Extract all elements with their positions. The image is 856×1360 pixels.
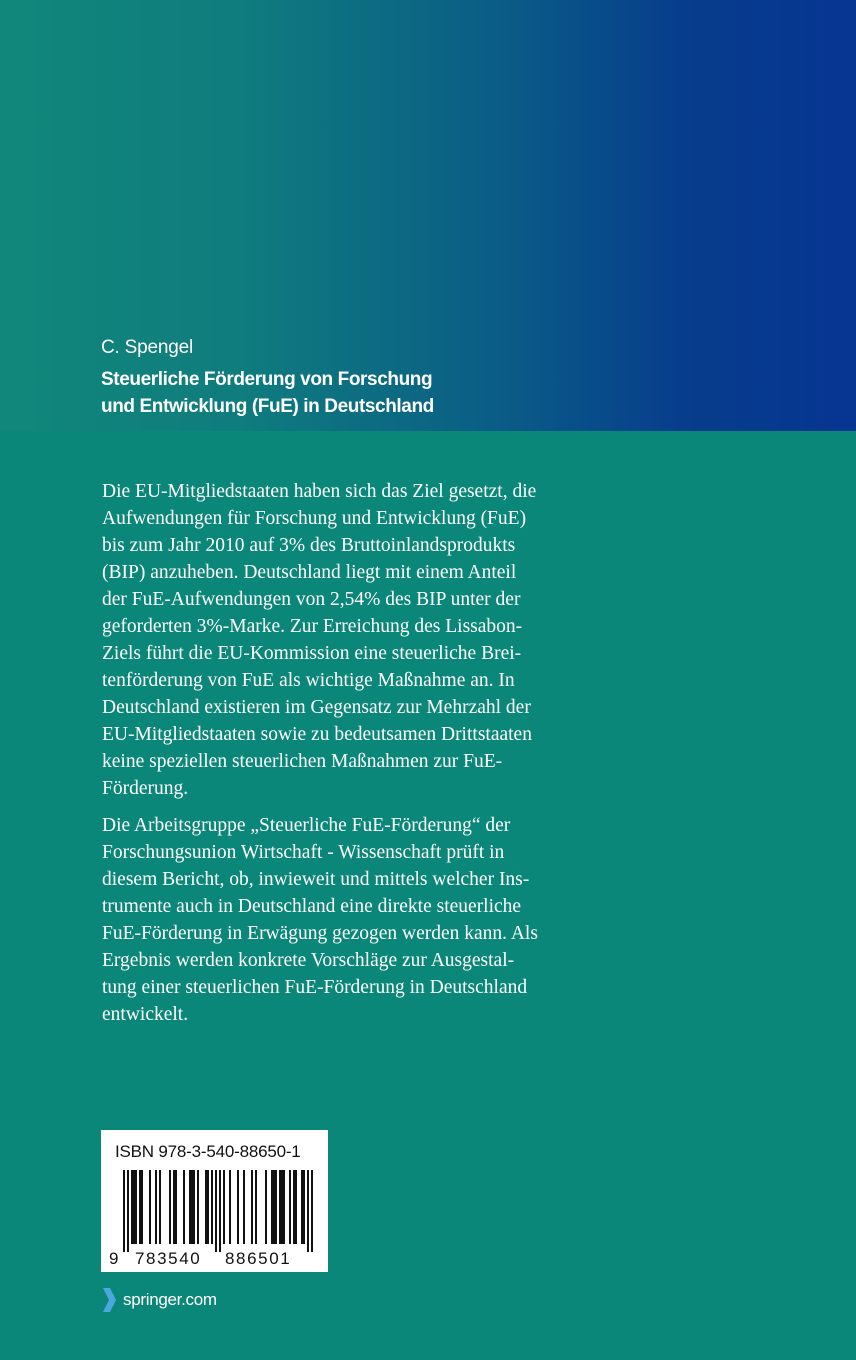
blurb-line: Die Arbeitsgruppe „Steuerliche FuE-Förderung“ der — [102, 815, 511, 836]
barcode-bar — [307, 1170, 309, 1252]
barcode-bar — [265, 1170, 267, 1244]
barcode-bar — [197, 1170, 199, 1244]
barcode-bar — [223, 1170, 225, 1244]
blurb-paragraph-2 — [102, 812, 602, 1028]
barcode-bar — [303, 1170, 305, 1244]
barcode-bar — [215, 1170, 217, 1252]
barcode-bar — [175, 1170, 177, 1244]
barcode-bar — [207, 1170, 209, 1244]
barcode-bar — [141, 1170, 143, 1244]
blurb-line: FuE-Förderung in Erwägung gezogen werden kann. Als — [102, 923, 538, 944]
blurb-line: EU-Mitgliedstaaten sowie zu bedeutsamen Drittstaaten — [102, 724, 532, 745]
barcode-bar — [271, 1170, 273, 1244]
barcode-digits-right-group: 886501 — [225, 1249, 292, 1266]
blurb-line: diesem Bericht, ob, inwieweit und mittels welcher Ins- — [102, 869, 530, 890]
author-name: C. Spengel — [101, 337, 194, 358]
barcode-bar — [295, 1170, 297, 1244]
barcode-bar — [127, 1170, 129, 1252]
barcode-bar — [237, 1170, 239, 1244]
barcode-bar — [229, 1170, 231, 1244]
blurb-line: Forschungsunion Wirtschaft - Wissenschaft prüft in — [102, 842, 505, 863]
barcode-bar — [283, 1170, 285, 1244]
barcode-bar — [131, 1170, 133, 1244]
barcode-bar — [281, 1170, 283, 1244]
barcode-image — [109, 1168, 321, 1266]
blurb-line: Ergebnis werden konkrete Vorschläge zur Ausgestal- — [102, 950, 515, 971]
barcode-bar — [139, 1170, 141, 1244]
blurb-line: Deutschland existieren im Gegensatz zur Mehrzahl der — [102, 697, 531, 718]
blurb-line: bis zum Jahr 2010 auf 3% des Bruttoinlandsprodukts — [102, 535, 516, 556]
barcode-bar — [301, 1170, 303, 1244]
barcode-bar — [311, 1170, 313, 1252]
barcode-bar — [279, 1170, 281, 1244]
barcode-bar — [243, 1170, 245, 1244]
blurb-line: tenförderung von FuE als wichtige Maßnahme an. In — [102, 670, 515, 691]
blurb-line: der FuE-Aufwendungen von 2,54% des BIP unter der — [102, 589, 521, 610]
blurb-line: Die EU-Mitgliedstaaten haben sich das Ziel gesetzt, die — [102, 481, 537, 502]
blurb-line: trumente auch in Deutschland eine direkte steuerliche — [102, 896, 522, 917]
barcode-bar — [275, 1170, 277, 1244]
barcode-bar — [169, 1170, 171, 1244]
blurb-line: entwickelt. — [102, 1004, 189, 1025]
barcode-bar — [211, 1170, 213, 1244]
chevron-right-icon — [101, 1287, 117, 1313]
barcode-bar — [133, 1170, 135, 1244]
barcode-bar — [191, 1170, 193, 1244]
blurb-line: Förderung. — [102, 778, 189, 799]
barcode-bar — [219, 1170, 221, 1252]
barcode-bar — [155, 1170, 157, 1244]
barcode-bar — [193, 1170, 195, 1244]
barcode-bar — [205, 1170, 207, 1244]
barcode-bar — [149, 1170, 151, 1244]
publisher-link[interactable] — [101, 1286, 217, 1314]
blurb-line: tung einer steuerlichen FuE-Förderung in Deutschland — [102, 977, 528, 998]
barcode-bar — [135, 1170, 137, 1244]
barcode-digits-left-group: 783540 — [135, 1249, 202, 1266]
book-title — [101, 366, 621, 420]
barcode-bar — [255, 1170, 257, 1244]
blurb-line: Ziels führt die EU-Kommission eine steuerliche Brei- — [102, 643, 522, 664]
barcode-bar — [183, 1170, 185, 1244]
isbn-label: ISBN 978-3-540-88650-1 — [115, 1142, 301, 1161]
title-line: und Entwicklung (FuE) in Deutschland — [101, 396, 434, 417]
blurb-paragraph-1 — [102, 478, 602, 802]
blurb-line: (BIP) anzuheben. Deutschland liegt mit einem Anteil — [102, 562, 517, 583]
barcode-bar — [189, 1170, 191, 1244]
barcode-digits-first: 9 — [109, 1249, 119, 1266]
barcode-bar — [273, 1170, 275, 1244]
barcode-bar — [289, 1170, 291, 1244]
title-line: Steuerliche Förderung von Forschung — [101, 369, 433, 390]
isbn-barcode-box — [101, 1130, 328, 1272]
blurb-line: geforderten 3%-Marke. Zur Erreichung des Lissabon- — [102, 616, 523, 637]
blurb-line: keine speziellen steuerlichen Maßnahmen zur FuE- — [102, 751, 503, 772]
barcode-bar — [251, 1170, 253, 1244]
barcode-bar — [159, 1170, 161, 1244]
blurb-text — [102, 478, 602, 1028]
barcode-bar — [173, 1170, 175, 1244]
barcode-bar — [123, 1170, 125, 1252]
blurb-line: Aufwendungen für Forschung und Entwicklung (FuE) — [102, 508, 527, 529]
barcode-bar — [293, 1170, 295, 1244]
publisher-url[interactable]: springer.com — [123, 1290, 217, 1309]
